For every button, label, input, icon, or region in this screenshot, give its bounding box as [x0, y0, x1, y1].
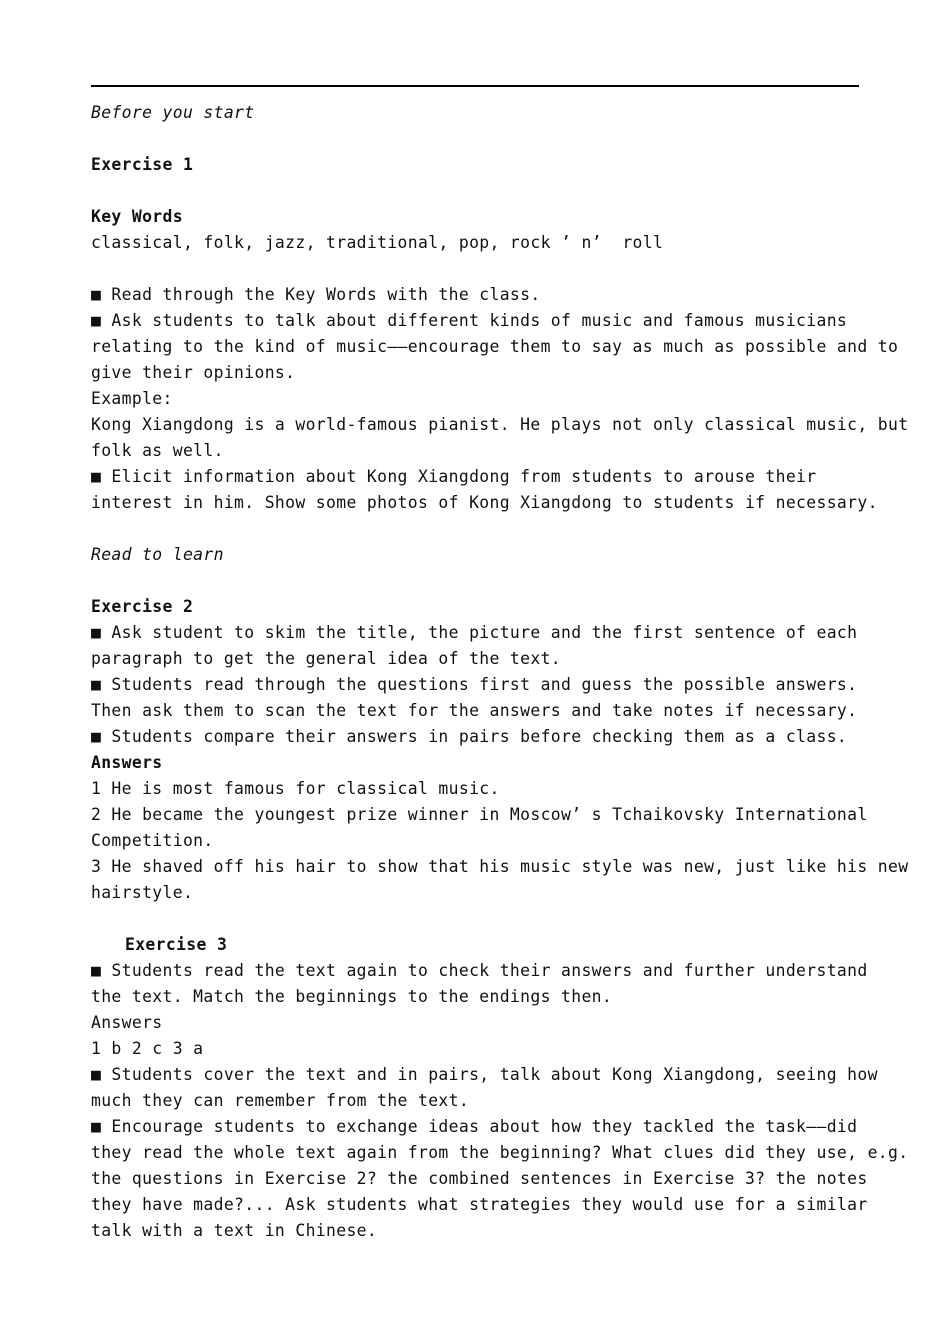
exercise-2-heading: Exercise 2 [91, 597, 194, 616]
exercise-1-line: Example: [91, 389, 173, 408]
exercise-2-line: paragraph to get the general idea of the text. [91, 649, 562, 668]
exercise-1-line: Kong Xiangdong is a world-famous pianist. He plays not only classical music, but [91, 415, 909, 434]
spacer [91, 126, 871, 152]
section-heading-read-to-learn: Read to learn [91, 545, 224, 564]
exercise-3-heading: Exercise 3 [125, 935, 228, 954]
exercise-2-answer: 2 He became the youngest prize winner in Moscow’ s Tchaikovsky International [91, 805, 868, 824]
document-body [91, 100, 909, 1244]
exercise-1-line: interest in him. Show some photos of Kong Xiangdong to students if necessary. [91, 493, 878, 512]
exercise-1-line: relating to the kind of music——encourage them to say as much as possible and to [91, 337, 899, 356]
exercise-3-line: ■ Encourage students to exchange ideas about how they tackled the task——did [91, 1117, 858, 1136]
spacer [91, 516, 871, 542]
exercise-2-line: ■ Ask student to skim the title, the picture and the first sentence of each [91, 623, 858, 642]
exercise-3-line: talk with a text in Chinese. [91, 1221, 378, 1240]
spacer [91, 568, 871, 594]
exercise-3-line: ■ Students read the text again to check their answers and further understand [91, 961, 868, 980]
exercise-3-line: ■ Students cover the text and in pairs, talk about Kong Xiangdong, seeing how [91, 1065, 878, 1084]
exercise-2-line: ■ Students compare their answers in pairs before checking them as a class. [91, 727, 848, 746]
exercise-2-answer: 3 He shaved off his hair to show that his music style was new, just like his new [91, 857, 909, 876]
exercise-3-line: the text. Match the beginnings to the endings then. [91, 987, 613, 1006]
exercise-3-line: they have made?... Ask students what strategies they would use for a similar [91, 1195, 868, 1214]
exercise-3-answers: 1 b 2 c 3 a [91, 1039, 204, 1058]
exercise-1-line: folk as well. [91, 441, 224, 460]
exercise-3-line: they read the whole text again from the beginning? What clues did they use, e.g. [91, 1143, 909, 1162]
exercise-3-answers-heading: Answers [91, 1013, 163, 1032]
spacer [91, 178, 871, 204]
exercise-3-line: much they can remember from the text. [91, 1091, 470, 1110]
section-heading-before-you-start: Before you start [91, 103, 255, 122]
exercise-1-line: ■ Read through the Key Words with the class. [91, 285, 541, 304]
exercise-1-line: ■ Elicit information about Kong Xiangdong from students to arouse their [91, 467, 817, 486]
key-words-heading: Key Words [91, 207, 183, 226]
exercise-1-heading: Exercise 1 [91, 155, 194, 174]
exercise-2-answer: 1 He is most famous for classical music. [91, 779, 500, 798]
exercise-1-line: give their opinions. [91, 363, 296, 382]
exercise-3-line: the questions in Exercise 2? the combined sentences in Exercise 3? the notes [91, 1169, 868, 1188]
spacer [91, 906, 871, 932]
exercise-2-answers-heading: Answers [91, 753, 163, 772]
exercise-2-line: ■ Students read through the questions first and guess the possible answers. [91, 675, 858, 694]
exercise-2-answer: hairstyle. [91, 883, 194, 902]
spacer [91, 256, 871, 282]
exercise-2-line: Then ask them to scan the text for the answers and take notes if necessary. [91, 701, 858, 720]
exercise-1-line: ■ Ask students to talk about different kinds of music and famous musicians [91, 311, 848, 330]
header-rule [91, 85, 859, 87]
exercise-2-answer: Competition. [91, 831, 214, 850]
key-words-list: classical, folk, jazz, traditional, pop, rock ’ n’ roll [91, 233, 664, 252]
